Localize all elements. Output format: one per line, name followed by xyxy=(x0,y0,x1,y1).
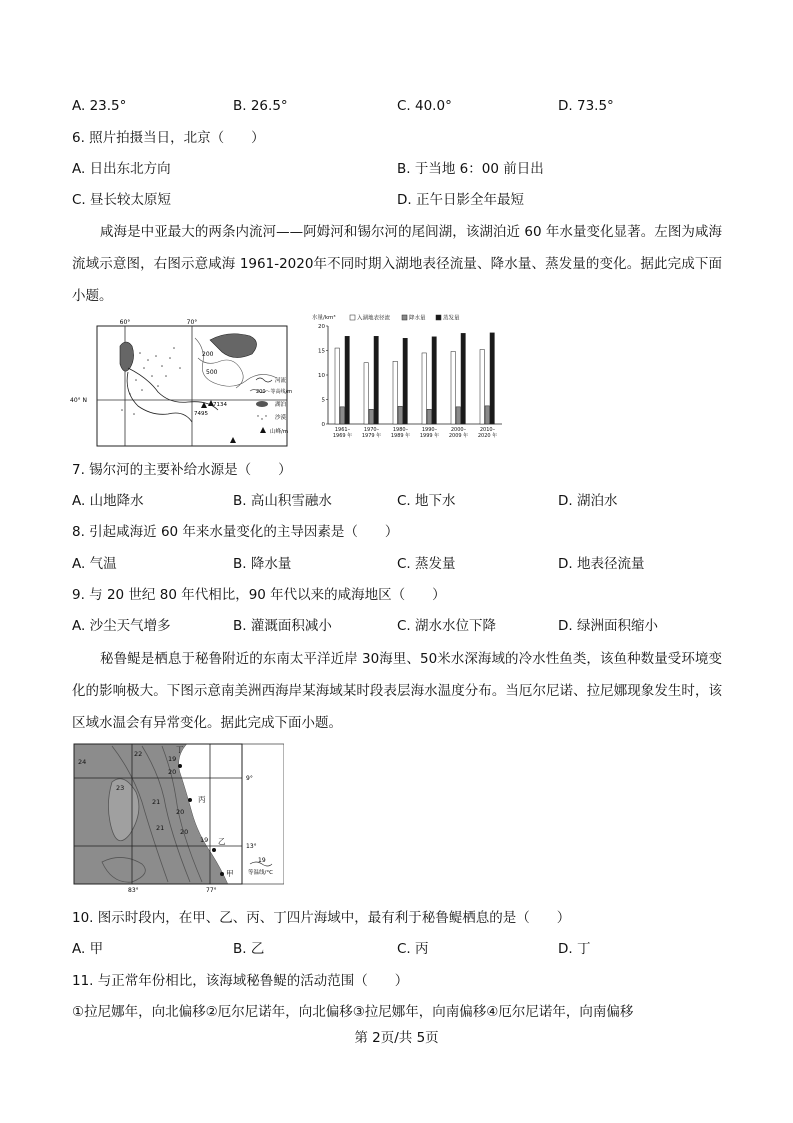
isotherm-label: 24 xyxy=(78,758,87,766)
chart-legend-label: 降水量 xyxy=(409,315,426,322)
chart-bar-蒸发量 xyxy=(403,338,407,424)
chart-bar-入湖地表径流 xyxy=(364,363,368,424)
chart-bar-入湖地表径流 xyxy=(480,350,484,424)
q11-stem: 11. 与正常年份相比，该海域秘鲁鳀的活动范围（ ） xyxy=(72,973,409,989)
chart-category-label: 1970– xyxy=(363,427,380,433)
chart-category-label: 2010– xyxy=(479,427,496,433)
q6-option-a: A. 日出东北方向 xyxy=(72,161,171,177)
isotherm-label: 21 xyxy=(152,798,161,806)
chart-category-label: 1969 年 xyxy=(332,433,353,439)
chart-bar-降水量 xyxy=(485,406,489,424)
q10-stem: 10. 图示时段内，在甲、乙、丙、丁四片海域中，最有利于秘鲁鳀栖息的是（ ） xyxy=(72,910,571,926)
q8-option-a: A. 气温 xyxy=(72,556,117,572)
place-ding: 丁 xyxy=(176,745,184,754)
chart-category-label: 1980– xyxy=(392,427,409,433)
chart-bar-入湖地表径流 xyxy=(422,353,426,424)
chart-bar-降水量 xyxy=(427,409,431,424)
chart-legend-swatch xyxy=(402,315,407,320)
q10-option-c: C. 丙 xyxy=(397,941,429,957)
q7-option-c: C. 地下水 xyxy=(397,493,456,509)
q5-option-b: B. 26.5° xyxy=(233,98,288,114)
q5-option-a: A. 23.5° xyxy=(72,98,127,114)
q8-option-c: C. 蒸发量 xyxy=(397,556,456,572)
aral-water-chart xyxy=(310,312,510,452)
place-yi: 乙 xyxy=(218,837,226,846)
chart-bar-蒸发量 xyxy=(490,333,494,424)
q11-choices: ①拉尼娜年，向北偏移②厄尔尼诺年，向北偏移③拉尼娜年，向南偏移④厄尔尼诺年，向南偏移 xyxy=(72,1004,634,1020)
chart-legend-swatch xyxy=(350,315,355,320)
point-ding xyxy=(178,764,182,768)
q10-option-b: B. 乙 xyxy=(233,941,265,957)
chart-legend-label: 蒸发量 xyxy=(443,315,460,322)
legend-isotherm: 等温线/°C xyxy=(248,870,273,876)
chart-y-tick-label: 10 xyxy=(318,373,325,379)
isotherm-label: 20 xyxy=(176,808,185,816)
chart-bar-蒸发量 xyxy=(432,337,436,424)
q8-option-b: B. 降水量 xyxy=(233,556,292,572)
q6-option-d: D. 正午日影全年最短 xyxy=(397,192,524,208)
isotherm-label: 20 xyxy=(168,768,177,776)
q7-option-a: A. 山地降水 xyxy=(72,493,144,509)
q10-option-d: D. 丁 xyxy=(558,941,591,957)
q9-option-d: D. 绿洲面积缩小 xyxy=(558,618,658,634)
isotherm-label: 22 xyxy=(134,750,143,758)
chart-bar-入湖地表径流 xyxy=(335,348,339,424)
chart-category-label: 2009 年 xyxy=(448,433,469,439)
isotherm-label: 21 xyxy=(156,824,165,832)
q5-option-d: D. 73.5° xyxy=(558,98,614,114)
lon-label-60: 60° xyxy=(119,319,131,326)
point-yi xyxy=(212,848,216,852)
point-jia xyxy=(220,872,224,876)
sea-temperature-map xyxy=(72,742,284,894)
chart-y-tick-label: 20 xyxy=(318,324,325,330)
q8-stem: 8. 引起咸海近 60 年来水量变化的主导因素是（ ） xyxy=(72,524,399,540)
chart-ylabel: 水量/km³ xyxy=(312,315,336,321)
chart-bar-入湖地表径流 xyxy=(393,361,397,424)
q7-option-d: D. 湖泊水 xyxy=(558,493,618,509)
chart-bar-入湖地表径流 xyxy=(451,351,455,424)
legend-river: 河流 xyxy=(275,378,287,384)
chart-bar-降水量 xyxy=(340,407,344,424)
chart-category-label: 2000– xyxy=(450,427,467,433)
passage-aral-sea: 咸海是中亚最大的两条内流河——阿姆河和锡尔河的尾闾湖，该湖泊近 60 年水量变化显著。左图为咸海流域示意图，右图示意咸海 1961-2020年不同时期入湖地表径流量、降水量、蒸发量的变化。据此完成下面小题。 xyxy=(72,224,722,304)
legend-contour: 200～等高线/m xyxy=(256,389,293,395)
chart-y-tick-label: 15 xyxy=(318,348,325,355)
isotherm-label: 20 xyxy=(180,828,189,836)
q10-option-a: A. 甲 xyxy=(72,941,104,957)
chart-bar-蒸发量 xyxy=(374,336,378,424)
peak-label: 7495 xyxy=(194,411,208,417)
isotherm-label: 19 xyxy=(168,755,177,763)
chart-category-label: 1961– xyxy=(334,427,351,433)
contour-value-500: 500 xyxy=(206,369,218,376)
lat-label-40: 40° N xyxy=(70,397,88,404)
contour-value-200: 200 xyxy=(202,351,214,358)
isotherm-label: 23 xyxy=(116,784,125,792)
chart-bar-降水量 xyxy=(456,407,460,424)
chart-y-tick-label: 0 xyxy=(321,422,325,428)
q5-option-c: C. 40.0° xyxy=(397,98,452,114)
q8-option-d: D. 地表径流量 xyxy=(558,556,645,572)
chart-bar-降水量 xyxy=(369,409,373,424)
point-bing xyxy=(188,798,192,802)
legend-peak: 山峰/m xyxy=(270,429,289,435)
peak-label: 7134 xyxy=(213,402,227,408)
q9-stem: 9. 与 20 世纪 80 年代相比，90 年代以来的咸海地区（ ） xyxy=(72,587,446,603)
lat-label-9: 9° xyxy=(246,775,253,782)
lon-label-70: 70° xyxy=(186,319,198,326)
q9-option-b: B. 灌溉面积减小 xyxy=(233,618,332,634)
place-bing: 丙 xyxy=(198,795,206,804)
chart-legend-swatch xyxy=(436,315,441,320)
isotherm-label: 19 xyxy=(200,836,209,844)
chart-category-label: 2020 年 xyxy=(477,433,498,439)
chart-y-tick-label: 5 xyxy=(321,397,325,404)
aral-basin-map xyxy=(70,318,302,450)
lon-label-83: 83° xyxy=(128,887,139,894)
q6-option-b: B. 于当地 6：00 前日出 xyxy=(397,161,544,177)
chart-legend-label: 入湖地表径流 xyxy=(357,315,391,322)
page-footer: 第 2页/共 5页 xyxy=(354,1030,439,1046)
q6-option-c: C. 昼长较太原短 xyxy=(72,192,172,208)
chart-category-label: 1989 年 xyxy=(390,433,411,439)
legend-desert: 沙漠 xyxy=(275,415,287,421)
chart-bar-蒸发量 xyxy=(345,336,349,424)
legend-isotherm-value: 19 xyxy=(258,857,266,864)
q7-stem: 7. 锡尔河的主要补给水源是（ ） xyxy=(72,462,292,478)
lon-label-77: 77° xyxy=(206,887,217,894)
chart-category-label: 1999 年 xyxy=(419,433,440,439)
chart-category-label: 1990– xyxy=(421,427,438,433)
q9-option-c: C. 湖水水位下降 xyxy=(397,618,497,634)
legend-lake: 湖泊 xyxy=(275,402,287,408)
chart-category-label: 1979 年 xyxy=(361,433,382,439)
q6-stem: 6. 照片拍摄当日，北京（ ） xyxy=(72,130,265,146)
place-jia: 甲 xyxy=(226,869,234,878)
chart-bar-降水量 xyxy=(398,406,402,424)
chart-bar-蒸发量 xyxy=(461,333,465,424)
passage-peru-anchovy: 秘鲁鳀是栖息于秘鲁附近的东南太平洋近岸 30海里、50米水深海域的冷水性鱼类，该鱼种数量受环境变化的影响极大。下图示意南美洲西海岸某海域某时段表层海水温度分布。当厄尔尼诺、拉尼娜现象发生时，该区域水温会有异常变化。据此完成下面小题。 xyxy=(72,651,722,731)
q9-option-a: A. 沙尘天气增多 xyxy=(72,618,171,634)
lat-label-13: 13° xyxy=(246,843,257,850)
q7-option-b: B. 高山积雪融水 xyxy=(233,493,332,509)
legend-lake-icon xyxy=(256,401,268,407)
